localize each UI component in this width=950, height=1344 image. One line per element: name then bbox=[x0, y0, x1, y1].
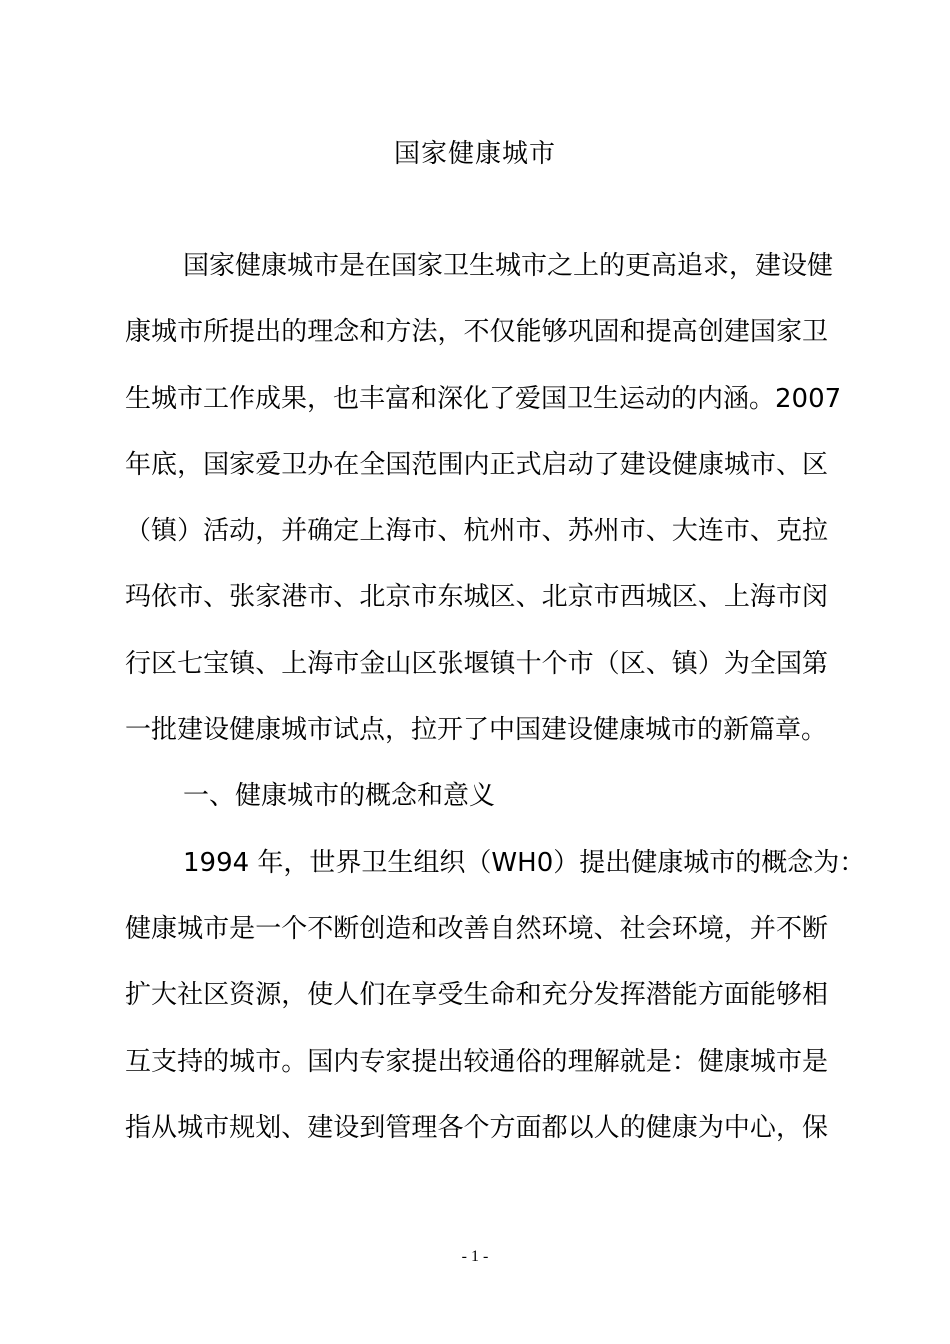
paragraph-line: 互支持的城市。国内专家提出较通俗的理解就是：健康城市是 bbox=[125, 1046, 828, 1077]
document-title: 国家健康城市 bbox=[393, 139, 556, 169]
paragraph-line: （镇）活动，并确定上海市、杭州市、苏州市、大连市、克拉 bbox=[125, 516, 828, 547]
document-body bbox=[125, 246, 866, 1174]
paragraph-line: 国家健康城市是在国家卫生城市之上的更高追求，建设健 bbox=[183, 251, 834, 281]
paragraph-line: 1994 年，世界卫生组织（WH0）提出健康城市的概念为： bbox=[183, 847, 866, 878]
paragraph-line: 康城市所提出的理念和方法，不仅能够巩固和提高创建国家卫 bbox=[125, 317, 828, 348]
paragraph-line: 扩大社区资源，使人们在享受生命和充分发挥潜能方面能够相 bbox=[125, 980, 828, 1011]
page-number: - 1 - bbox=[461, 1248, 489, 1265]
paragraph-line: 一批建设健康城市试点，拉开了中国建设健康城市的新篇章。 bbox=[125, 715, 828, 746]
paragraph-line: 玛依市、张家港市、北京市东城区、北京市西城区、上海市闵 bbox=[125, 582, 828, 613]
paragraph-line: 指从城市规划、建设到管理各个方面都以人的健康为中心，保 bbox=[125, 1112, 828, 1143]
paragraph-line: 健康城市是一个不断创造和改善自然环境、社会环境，并不断 bbox=[125, 913, 828, 944]
paragraph-line: 年底，国家爱卫办在全国范围内正式启动了建设健康城市、区 bbox=[125, 449, 828, 480]
paragraph-line: 行区七宝镇、上海市金山区张堰镇十个市（区、镇）为全国第 bbox=[125, 648, 828, 679]
paragraph-line: 生城市工作成果，也丰富和深化了爱国卫生运动的内涵。2007 bbox=[125, 383, 842, 414]
section-heading: 一、健康城市的概念和意义 bbox=[183, 781, 496, 812]
